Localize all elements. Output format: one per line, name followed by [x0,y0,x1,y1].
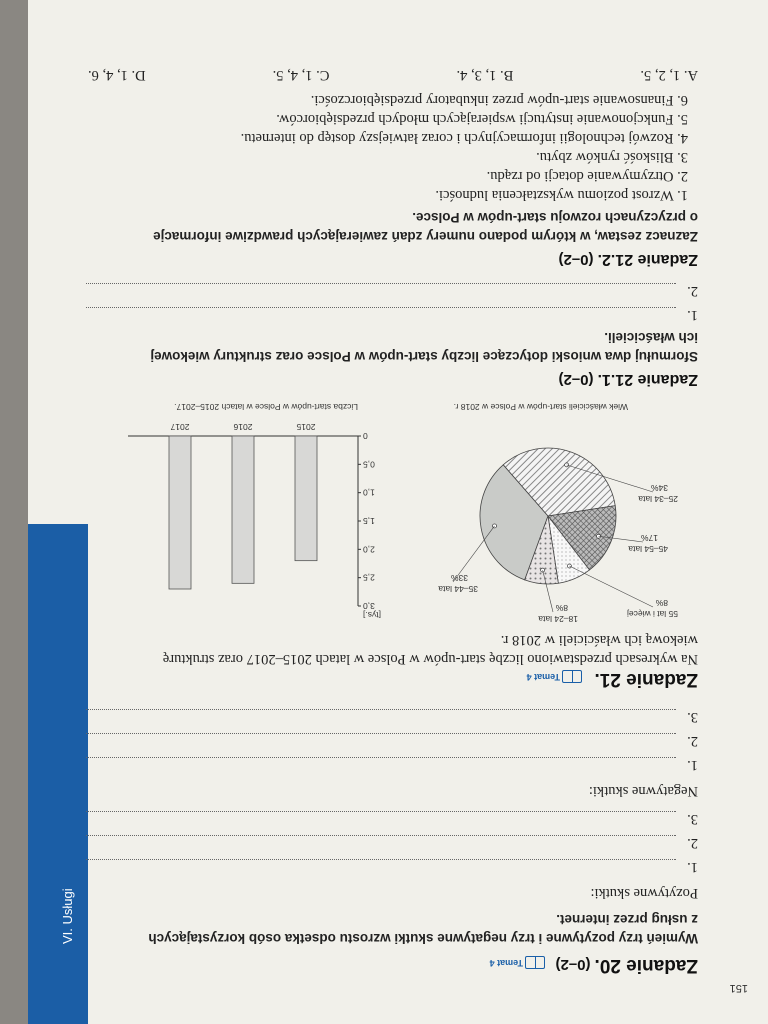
textbook-page [28,0,768,1024]
task20-topic-badge [490,958,546,968]
pie-value-label: 34% [650,483,668,493]
pie-label: 25–34 lata [638,494,678,504]
pie-label: 45–54 lata [628,544,668,554]
bar-2015 [295,436,317,561]
bar-chart-caption: Liczba start-upów w Polsce w latach 2015–2017. [174,402,358,412]
bar-y-tick-label: 1,0 [363,487,375,498]
bar-chart [128,422,381,620]
task21-1-num-2: 2. [687,283,698,299]
bar-category-label: 2017 [170,422,190,432]
pie-value-label: 8% [655,598,668,608]
task20-neg-3-num: 3. [687,709,698,725]
bar-y-tick-label: 0,5 [363,459,375,470]
task21-2-line1: Zaznacz zestaw, w którym podano numery zdań zawierających prawdziwe informacje [153,229,698,244]
task20-pos-answer-line-2[interactable] [86,835,676,836]
task20-positive-label: Pozytywne skutki: [590,885,698,901]
answer-option-a[interactable]: A. 1, 2, 5. [640,67,698,83]
statement-4: 4. Rozwój technologii informacyjnych i coraz łatwiejszy dostęp do internetu. [240,130,688,146]
bar-y-tick-label: 1,5 [363,516,375,526]
pie-label: 18–24 lata [538,614,578,624]
statement-2: 2. Otrzymywanie dotacji od rządu. [486,168,688,184]
task21-1-line2: ich właścicieli. [604,330,698,345]
pie-value-label: 8% [555,603,568,613]
task20-pos-answer-line-1[interactable] [86,859,676,860]
answer-option-c[interactable]: C. 1, 4, 5. [272,67,330,83]
task20-neg-answer-line-2[interactable] [86,733,676,734]
answer-option-b[interactable]: B. 1, 3, 4. [456,67,514,83]
task20-neg-answer-line-3[interactable] [86,709,676,710]
task21-1-title: Zadanie 21.1. [597,371,698,388]
book-icon [525,956,545,969]
task21-2-title: Zadanie 21.2. [597,251,698,268]
task21-topic-label: Temat 4 [526,672,560,682]
bar-2016 [232,436,254,583]
bar-category-label: 2015 [296,422,316,432]
book-icon [563,670,583,683]
pie-value-label: 17% [640,533,658,543]
pie-leader-dot [565,463,569,467]
task21-intro-line1: Na wykresach przedstawiono liczbę start-upów w Polsce w latach 2015–2017 oraz strukturę [162,651,698,667]
task21-intro [88,630,698,668]
task21-2-header [98,250,698,268]
task20-neg-answer-line-1[interactable] [86,757,676,758]
statement-6: 6. Finansowanie start-upów przez inkubatory przedsiębiorczości. [310,92,688,108]
page-number: 151 [729,982,748,994]
bar-y-tick-label: 0 [363,431,368,441]
task21-intro-line2: wiekową ich właścicieli w 2018 r. [500,632,698,648]
bar-y-tick-label: 2,5 [363,572,375,583]
task21-2-instruction [88,208,698,246]
task21-1-header [98,370,698,388]
bar-y-axis-label: [tys.] [363,610,381,620]
task20-instruction-line1: Wymień trzy pozytywne i trzy negatywne skutki wzrostu odsetka osób korzystających [148,931,698,946]
task21-1-answer-line-1[interactable] [86,307,676,308]
task21-1-answer-line-2[interactable] [86,283,676,284]
task20-negative-label: Negatywne skutki: [588,783,698,799]
pie-label: 35–44 lata [438,584,478,594]
charts-area [78,396,708,626]
bar-2017 [169,436,191,589]
task20-instruction [88,910,698,948]
task21-1-instruction [88,328,698,366]
task21-1-num-1: 1. [687,307,698,323]
task20-points: (0–2) [555,956,591,973]
task20-topic-label: Temat 4 [489,958,523,968]
answer-option-d[interactable]: D. 1, 4, 6. [88,67,146,83]
task21-title: Zadanie 21. [594,669,698,690]
task20-pos-2-num: 2. [687,835,698,851]
task20-neg-2-num: 2. [687,733,698,749]
pie-leader-dot [541,568,545,572]
bar-y-tick-label: 3,0 [363,601,375,611]
statement-5: 5. Funkcjonowanie instytucji wspierających młodych przedsiębiorców. [276,111,688,127]
task20-instruction-line2: z usług przez internet. [556,912,698,927]
pie-leader-line [569,566,653,607]
pie-label: 55 lat i więcej [626,609,678,619]
task20-pos-3-num: 3. [687,811,698,827]
section-label: VI. Usługi [60,888,75,944]
task21-1-line1: Sformułuj dwa wnioski dotyczące liczby start-upów w Polsce oraz struktury wiekowej [150,349,698,364]
bar-y-tick-label: 2,0 [363,544,375,555]
task21-2-statements [88,90,688,204]
statement-1: 1. Wzrost poziomu wykształcenia ludności. [435,187,688,203]
task20-pos-answer-line-3[interactable] [86,811,676,812]
task20-header [98,954,698,976]
statement-3: 3. Bliskość rynków zbytu. [536,149,688,165]
task20-title: Zadanie 20. [594,955,698,976]
task21-topic-badge [527,672,583,682]
task21-header [98,668,698,690]
pie-chart [438,448,678,624]
pie-value-label: 33% [450,573,468,583]
task21-2-points: (0–2) [558,251,594,268]
task21-2-line2: o przyczynach rozwoju start-upów w Polsce. [412,210,698,225]
task20-neg-1-num: 1. [687,757,698,773]
task21-1-points: (0–2) [558,371,594,388]
pie-chart-caption: Wiek właścicieli start-upów w Polsce w 2018 r. [453,402,628,412]
task21-2-answers [88,65,698,84]
task20-pos-1-num: 1. [687,859,698,875]
bar-category-label: 2016 [233,422,253,432]
